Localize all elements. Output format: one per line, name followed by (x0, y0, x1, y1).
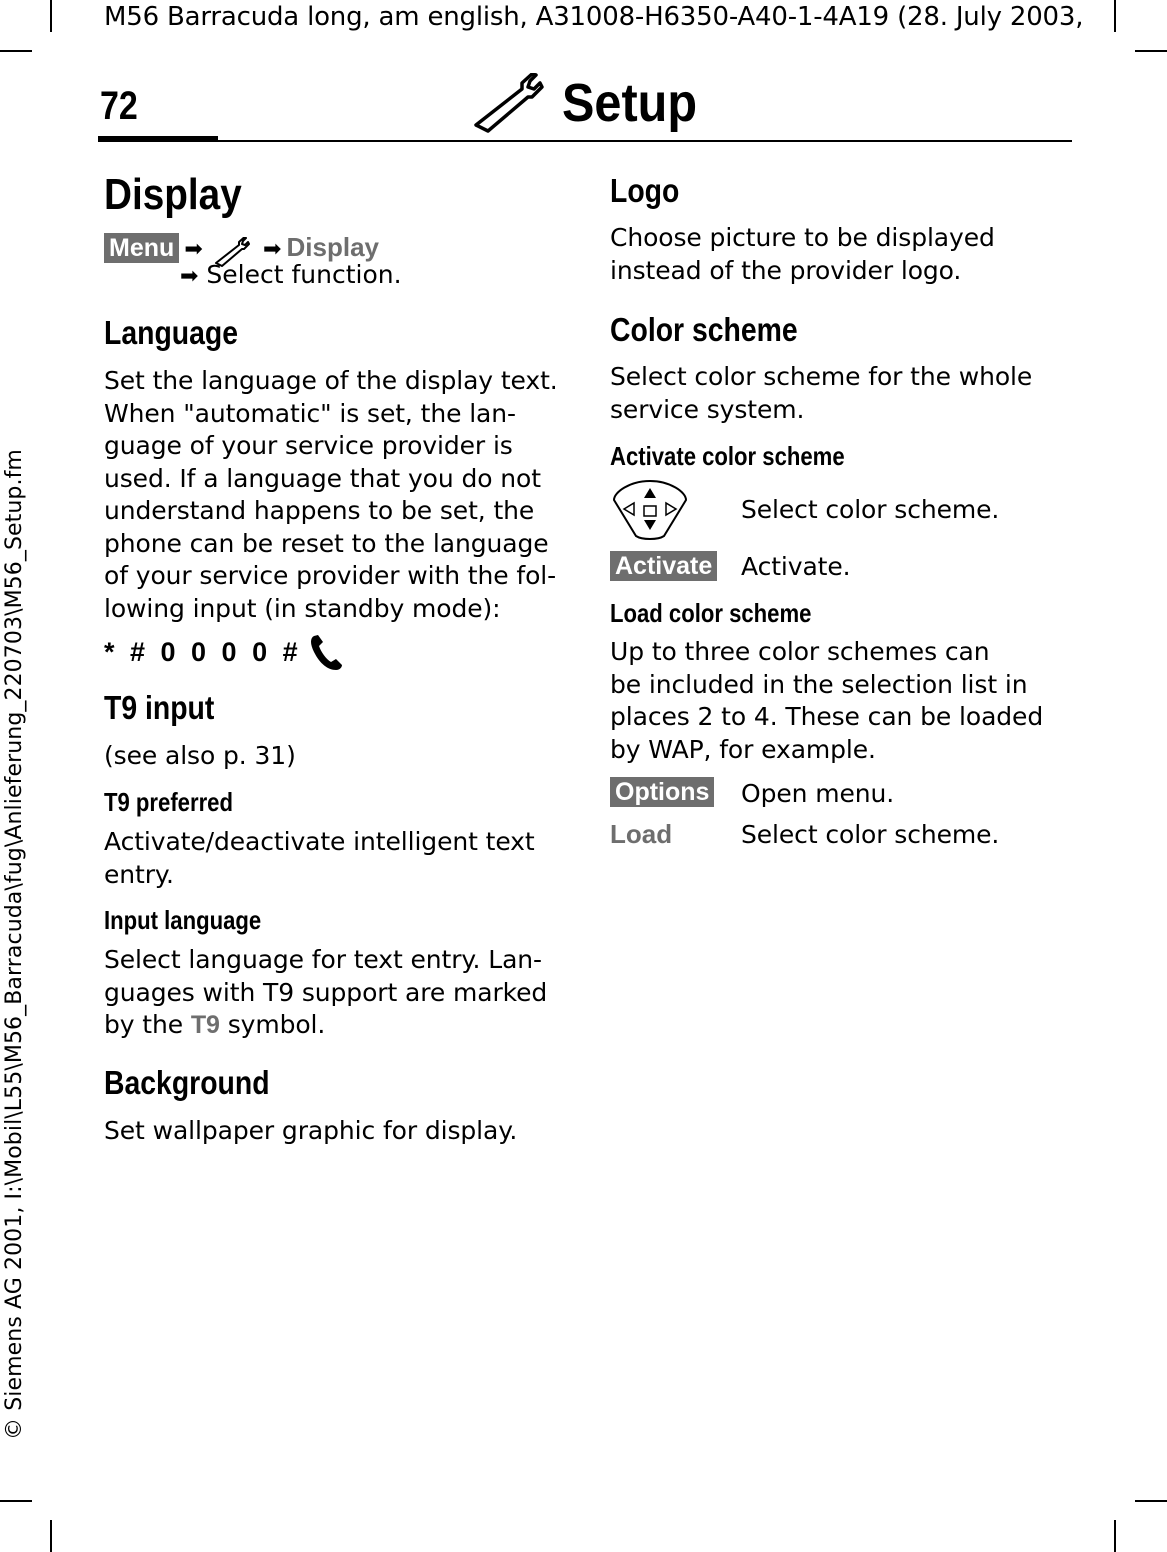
text-line: entry. (104, 859, 174, 889)
text-line: phone can be reset to the language (104, 528, 549, 558)
text-line: Activate/deactivate intelligent text (104, 827, 535, 856)
t9-heading: T9 input (104, 689, 215, 726)
crop-mark (1135, 1500, 1167, 1502)
load-select-text: Select color scheme. (741, 820, 1000, 849)
text-line: used. If a language that you do not (104, 463, 541, 493)
navigation-key-icon (610, 478, 690, 542)
t9-see-also: (see also p. 31) (104, 741, 296, 770)
text-line: instead of the provider logo. (610, 255, 962, 285)
header-rule (98, 140, 1072, 142)
text-line: understand happens to be set, the (104, 496, 535, 525)
text-line: service system. (610, 394, 805, 424)
arrow-icon: ➡ (180, 264, 199, 289)
wrench-icon (470, 73, 550, 133)
nav-key-text: Select color scheme. (741, 495, 1000, 524)
crop-mark (50, 1520, 52, 1552)
text-line: When "automatic" is set, the lan- (104, 398, 516, 428)
text-line: Set the language of the display text. (104, 366, 558, 395)
language-heading: Language (104, 314, 239, 351)
text-line (104, 1009, 547, 1042)
text-fragment: symbol. (219, 1010, 326, 1039)
crop-mark (0, 1500, 32, 1502)
text-line: of your service provider with the fol- (104, 561, 557, 590)
language-text (104, 365, 558, 625)
activate-text: Activate. (741, 552, 851, 581)
background-heading: Background (104, 1064, 270, 1101)
t9-preferred-heading: T9 preferred (104, 787, 233, 817)
side-margin-text: © Siemens AG 2001, I:\Mobil\L55\M56_Barracuda\fug\Anlieferung_220703\M56_Setup.fm (2, 449, 27, 1440)
arrow-icon: ➡ (263, 237, 282, 262)
load-heading: Load color scheme (610, 598, 812, 628)
load-text (610, 636, 1043, 766)
logo-heading: Logo (610, 172, 680, 209)
text-line: Select color scheme for the whole (610, 362, 1033, 391)
options-text: Open menu. (741, 779, 895, 808)
color-scheme-heading: Color scheme (610, 311, 798, 348)
text-line: places 2 to 4. These can be loaded (610, 702, 1044, 731)
text-line: lowing input (in standby mode): (104, 593, 501, 623)
display-menu-label: Display (286, 232, 380, 262)
activate-softkey[interactable]: Activate (610, 551, 717, 581)
text-line: Choose picture to be displayed (610, 223, 995, 252)
nav-select-line (180, 260, 402, 289)
select-function-text: Select function. (206, 260, 402, 289)
input-language-heading: Input language (104, 905, 262, 935)
t9-symbol: T9 (190, 1011, 220, 1039)
arrow-icon: ➡ (184, 237, 203, 262)
text-line: by WAP, for example. (610, 734, 876, 764)
text-fragment: by the (104, 1010, 191, 1039)
color-scheme-text (610, 361, 1032, 426)
crop-mark (1114, 1520, 1116, 1552)
activate-heading: Activate color scheme (610, 441, 845, 471)
load-label[interactable]: Load (610, 819, 673, 849)
key-sequence: * # 0 0 0 0 # (104, 636, 302, 667)
chapter-title: Setup (562, 73, 698, 133)
background-text: Set wallpaper graphic for display. (104, 1116, 518, 1145)
text-line: Up to three color schemes can (610, 637, 990, 666)
chapter-header (470, 72, 712, 134)
crop-mark (50, 0, 52, 32)
logo-text (610, 222, 995, 287)
menu-softkey[interactable]: Menu (104, 233, 179, 263)
text-line: guage of your service provider is (104, 431, 513, 460)
text-line: be included in the selection list in (610, 669, 1028, 699)
options-row (610, 777, 714, 807)
page-number: 72 (100, 84, 138, 128)
display-heading: Display (104, 170, 242, 219)
text-line: guages with T9 support are marked (104, 977, 548, 1007)
reset-key-sequence (104, 632, 344, 672)
options-softkey[interactable]: Options (610, 777, 714, 807)
crop-mark (0, 50, 32, 52)
text-line: Select language for text entry. Lan- (104, 945, 542, 974)
input-language-text (104, 944, 547, 1042)
phone-call-icon (308, 632, 344, 672)
activate-row (610, 551, 717, 581)
running-header: M56 Barracuda long, am english, A31008-H6350-A40-1-4A19 (28. July 2003, (104, 2, 1084, 32)
t9-preferred-text (104, 826, 535, 891)
crop-mark (1135, 50, 1167, 52)
